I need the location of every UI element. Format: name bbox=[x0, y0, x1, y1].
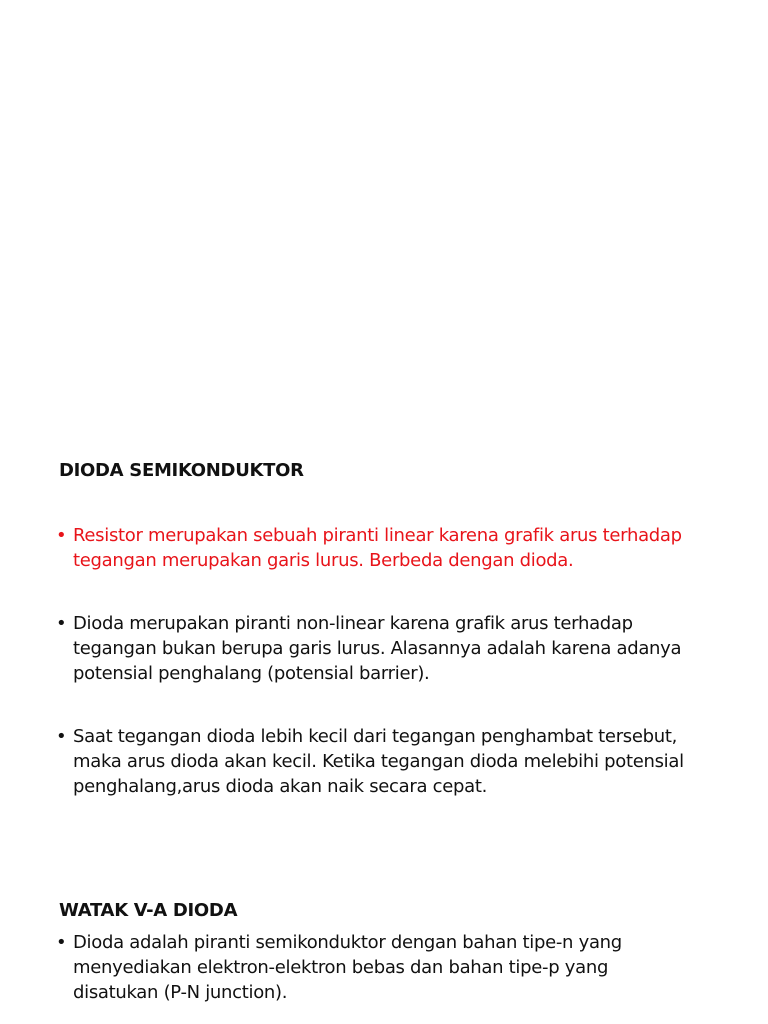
bullet-tegangan-dioda bbox=[56, 724, 756, 799]
bullet-line: tegangan bukan berupa garis lurus. Alasannya adalah karena adanya bbox=[73, 638, 682, 659]
section-heading-watak-va-dioda: WATAK V-A DIODA bbox=[59, 900, 238, 921]
bullet-dioda-non-linear bbox=[56, 611, 756, 686]
bullet-line: potensial penghalang (potensial barrier). bbox=[73, 663, 430, 684]
bullet-marker: • bbox=[56, 613, 67, 634]
bullet-line: Resistor merupakan sebuah piranti linear karena grafik arus terhadap bbox=[73, 525, 682, 546]
section-heading-dioda-semikonduktor: DIODA SEMIKONDUKTOR bbox=[59, 460, 304, 481]
bullet-resistor-linear bbox=[56, 523, 756, 573]
bullet-marker: • bbox=[56, 932, 67, 953]
bullet-line: maka arus dioda akan kecil. Ketika tegangan dioda melebihi potensial bbox=[73, 751, 684, 772]
bullet-marker: • bbox=[56, 726, 67, 747]
bullet-line: tegangan merupakan garis lurus. Berbeda dengan dioda. bbox=[73, 550, 574, 571]
bullet-dioda-semikonduktor-pn bbox=[56, 930, 756, 1005]
bullet-line: Saat tegangan dioda lebih kecil dari tegangan penghambat tersebut, bbox=[73, 726, 678, 747]
bullet-line: Dioda merupakan piranti non-linear karena grafik arus terhadap bbox=[73, 613, 633, 634]
bullet-line: penghalang,arus dioda akan naik secara cepat. bbox=[73, 776, 488, 797]
bullet-line: disatukan (P-N junction). bbox=[73, 982, 288, 1003]
bullet-line: menyediakan elektron-elektron bebas dan bahan tipe-p yang bbox=[73, 957, 609, 978]
bullet-marker: • bbox=[56, 525, 67, 546]
bullet-line: Dioda adalah piranti semikonduktor dengan bahan tipe-n yang bbox=[73, 932, 622, 953]
